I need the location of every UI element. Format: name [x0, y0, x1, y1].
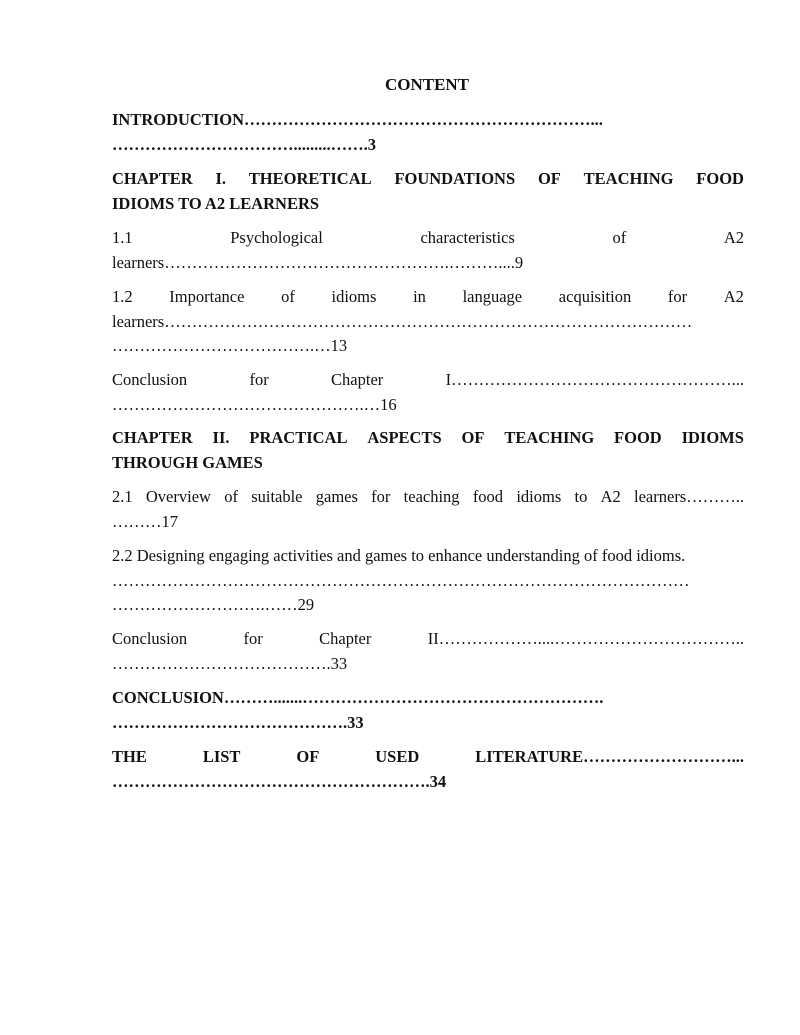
toc-line: …………………………….........…….3	[112, 134, 376, 154]
toc-entry-introduction	[112, 108, 744, 157]
toc-entry-conclusion-chapter-1	[112, 368, 744, 417]
page-title: CONTENT	[384, 75, 470, 94]
toc-word: Conclusion	[112, 370, 188, 389]
toc-word: idioms	[516, 487, 562, 506]
toc-line: ………………………………….33	[112, 653, 348, 673]
toc-word: teaching	[403, 487, 460, 506]
toc-line-justified	[112, 226, 744, 251]
toc-line: learners……………………………………………………………………………………	[112, 311, 693, 331]
toc-word: to	[574, 487, 588, 506]
toc-word: idioms	[331, 287, 377, 306]
toc-entry-conclusion	[112, 686, 744, 735]
toc-word: Psychological	[230, 228, 323, 247]
toc-line-justified	[112, 627, 744, 652]
toc-word: characteristics	[420, 228, 515, 247]
toc-word: Chapter	[331, 370, 384, 389]
toc-word: language	[462, 287, 523, 306]
toc-word: II………………....……………………………..	[427, 629, 744, 648]
toc-word: FOOD	[696, 169, 744, 188]
toc-line: ……………………………….…13	[112, 336, 348, 355]
toc-word: CHAPTER	[112, 169, 193, 188]
toc-line-justified	[112, 426, 744, 451]
toc-word: THE	[112, 747, 147, 766]
toc-line: INTRODUCTION………………………………………………………...	[112, 110, 603, 129]
toc-word: OF	[537, 169, 561, 188]
toc-word: of	[612, 228, 627, 247]
toc-word: for	[243, 629, 263, 648]
toc-word: IDIOMS	[681, 428, 744, 447]
toc-word: ASPECTS	[367, 428, 442, 447]
toc-word: for	[371, 487, 391, 506]
toc-line: CONCLUSION……….......……………………………………………….	[112, 688, 604, 707]
toc-word: in	[413, 287, 426, 306]
toc-word: I……………………………………………...	[445, 370, 744, 389]
toc-word: II.	[212, 428, 230, 447]
toc-word: OF	[296, 747, 320, 766]
toc-line: ………………………………………………….34	[112, 771, 447, 791]
toc-word: USED	[375, 747, 420, 766]
toc-word: CHAPTER	[112, 428, 193, 447]
toc-line-justified	[112, 368, 744, 393]
toc-word: 1.1	[112, 228, 133, 247]
toc-entry-literature	[112, 745, 744, 794]
toc-word: LIST	[202, 747, 241, 766]
toc-word: I.	[215, 169, 226, 188]
toc-word: Importance	[169, 287, 245, 306]
toc-word: OF	[461, 428, 485, 447]
toc-word: TEACHING	[583, 169, 674, 188]
toc-word: for	[249, 370, 269, 389]
toc-word: of	[281, 287, 295, 306]
toc-line-justified	[112, 745, 744, 770]
toc-word: 2.1	[112, 487, 133, 506]
toc-entry-chapter-1	[112, 167, 744, 216]
toc-word: TEACHING	[504, 428, 595, 447]
toc-word: Overview	[145, 487, 211, 506]
toc-word: learners………..	[634, 487, 744, 506]
toc-entry-section-2-1	[112, 485, 744, 534]
toc-line: ……………………….……29	[112, 595, 315, 614]
toc-word: acquisition	[558, 287, 632, 306]
toc-line: 2.2 Designing engaging activities and games to enhance understanding of food idioms.	[112, 546, 686, 565]
toc-line-justified	[112, 485, 744, 510]
toc-word: for	[667, 287, 688, 306]
toc-word: LITERATURE………………………...	[475, 747, 744, 766]
toc-word: 1.2	[112, 287, 133, 306]
toc-word: FOUNDATIONS	[394, 169, 516, 188]
toc-line: ……………………………………………………………………………………………	[112, 570, 690, 590]
toc-line: THROUGH GAMES	[112, 452, 263, 472]
toc-word: suitable	[251, 487, 303, 506]
toc-entry-section-1-2	[112, 285, 744, 359]
toc-word: games	[315, 487, 358, 506]
toc-word: A2	[600, 487, 621, 506]
toc-line-justified	[112, 285, 744, 310]
toc-word: Chapter	[319, 629, 372, 648]
toc-line: …………………………………….33	[112, 712, 364, 732]
toc-word: food	[472, 487, 504, 506]
toc-word: Conclusion	[112, 629, 188, 648]
toc-line-justified	[112, 167, 744, 192]
toc-word: THEORETICAL	[248, 169, 372, 188]
toc-word: of	[224, 487, 238, 506]
toc-entry-section-2-2	[112, 544, 744, 618]
toc-line: ………17	[112, 511, 178, 531]
toc-word: FOOD	[614, 428, 662, 447]
toc-entry-section-1-1	[112, 226, 744, 275]
toc-entry-conclusion-chapter-2	[112, 627, 744, 676]
toc-word: A2	[723, 228, 744, 247]
toc-line: learners…………………………………………….………....9	[112, 252, 524, 272]
toc-entry-chapter-2	[112, 426, 744, 475]
toc-line: ……………………………………….…16	[112, 394, 397, 414]
toc-word: PRACTICAL	[249, 428, 348, 447]
toc-line: IDIOMS TO A2 LEARNERS	[112, 193, 320, 213]
toc-word: A2	[723, 287, 744, 306]
